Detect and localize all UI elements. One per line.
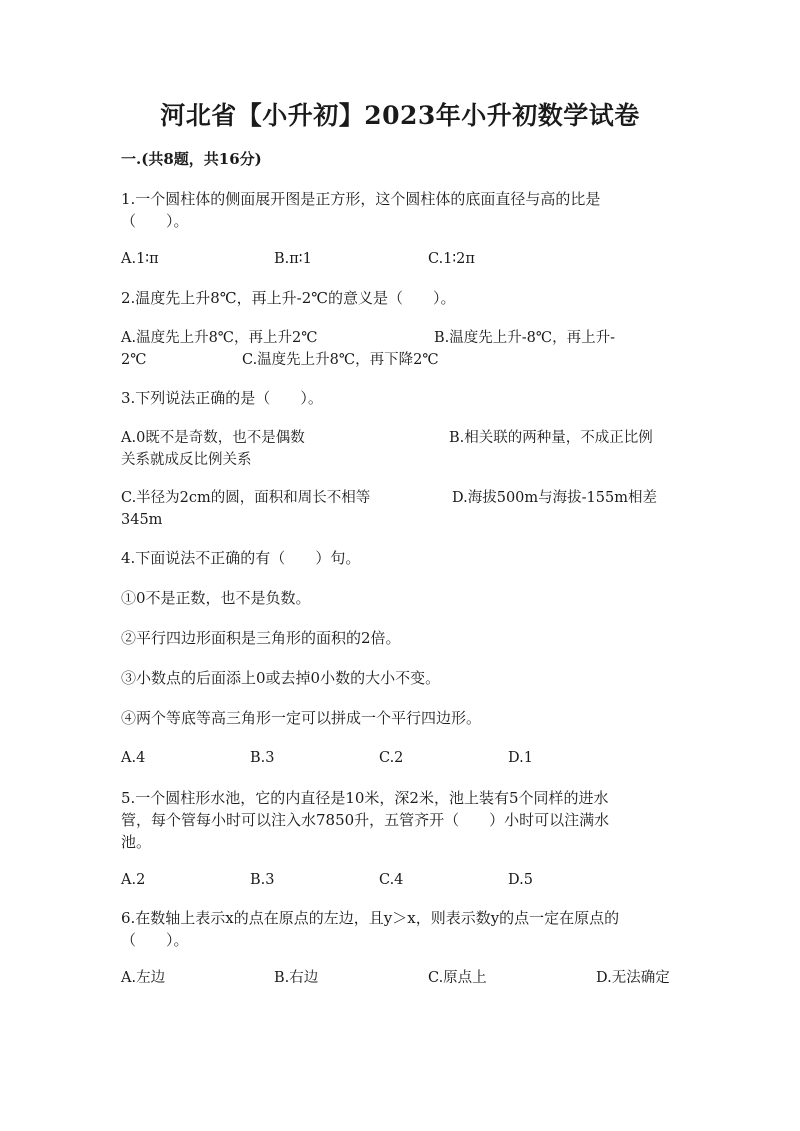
question-5-option-d: D.5 — [508, 872, 533, 888]
question-2-option-b-cont: 2℃ — [121, 352, 147, 368]
question-6-option-d: D.无法确定 — [596, 970, 670, 986]
question-3-option-b: B.相关联的两种量，不成正比例 — [449, 430, 653, 446]
question-1-text-cont: （ ）。 — [121, 212, 189, 230]
question-2-text: 2.温度先上升8℃，再上升-2℃的意义是（ ）。 — [121, 289, 456, 307]
question-4-statement: ①0不是正数，也不是负数。 — [121, 589, 311, 607]
question-2-option-a: A.温度先上升8℃，再上升2℃ — [121, 330, 318, 346]
question-4-statement: ②平行四边形面积是三角形的面积的2倍。 — [121, 629, 401, 647]
question-2-option-b: B.温度先上升-8℃，再上升- — [434, 330, 616, 346]
question-5-text-cont: 池。 — [121, 833, 152, 851]
question-4-statement: ③小数点的后面添上0或去掉0小数的大小不变。 — [121, 669, 441, 687]
question-6-text: 6.在数轴上表示x的点在原点的左边，且y＞x，则表示数y的点一定在原点的 — [121, 909, 620, 927]
page-title: 河北省【小升初】2023年小升初数学试卷 — [160, 101, 640, 130]
question-3-option-c: C.半径为2cm的圆，面积和周长不相等 — [121, 490, 371, 506]
question-5-text-cont: 管，每个管每小时可以注入水7850升，五管齐开（ ）小时可以注满水 — [121, 811, 610, 829]
question-1-option-c: C.1∶2π — [428, 251, 475, 267]
question-5-option-c: C.4 — [379, 872, 404, 888]
question-1-option-b: B.π∶1 — [274, 251, 312, 267]
question-4-option-b: B.3 — [250, 750, 275, 766]
question-6-option-b: B.右边 — [274, 970, 319, 986]
question-1-text: 1.一个圆柱体的侧面展开图是正方形，这个圆柱体的底面直径与高的比是 — [121, 190, 601, 208]
section-header: 一.(共8题，共16分) — [121, 150, 262, 168]
question-1-option-a: A.1∶π — [121, 251, 159, 267]
question-3-option-b-cont: 关系就成反比例关系 — [121, 452, 252, 468]
question-3-option-d-cont: 345m — [121, 512, 163, 528]
question-3-option-d: D.海拔500m与海拔-155m相差 — [452, 490, 657, 506]
question-4-option-a: A.4 — [121, 750, 146, 766]
question-4-option-c: C.2 — [379, 750, 404, 766]
question-6-option-a: A.左边 — [121, 970, 166, 986]
question-5-text: 5.一个圆柱形水池，它的内直径是10米，深2米，池上装有5个同样的进水 — [121, 789, 609, 807]
question-3-text: 3.下列说法正确的是（ ）。 — [121, 389, 323, 407]
question-4-text: 4.下面说法不正确的有（ ）句。 — [121, 549, 361, 567]
question-5-option-a: A.2 — [121, 872, 146, 888]
question-4-statement: ④两个等底等高三角形一定可以拼成一个平行四边形。 — [121, 709, 482, 727]
question-3-option-a: A.0既不是奇数，也不是偶数 — [121, 430, 305, 446]
question-4-option-d: D.1 — [508, 750, 533, 766]
question-6-text-cont: （ ）。 — [121, 931, 189, 949]
question-2-option-c: C.温度先上升8℃，再下降2℃ — [242, 352, 439, 368]
question-5-option-b: B.3 — [250, 872, 275, 888]
question-6-option-c: C.原点上 — [428, 970, 487, 986]
